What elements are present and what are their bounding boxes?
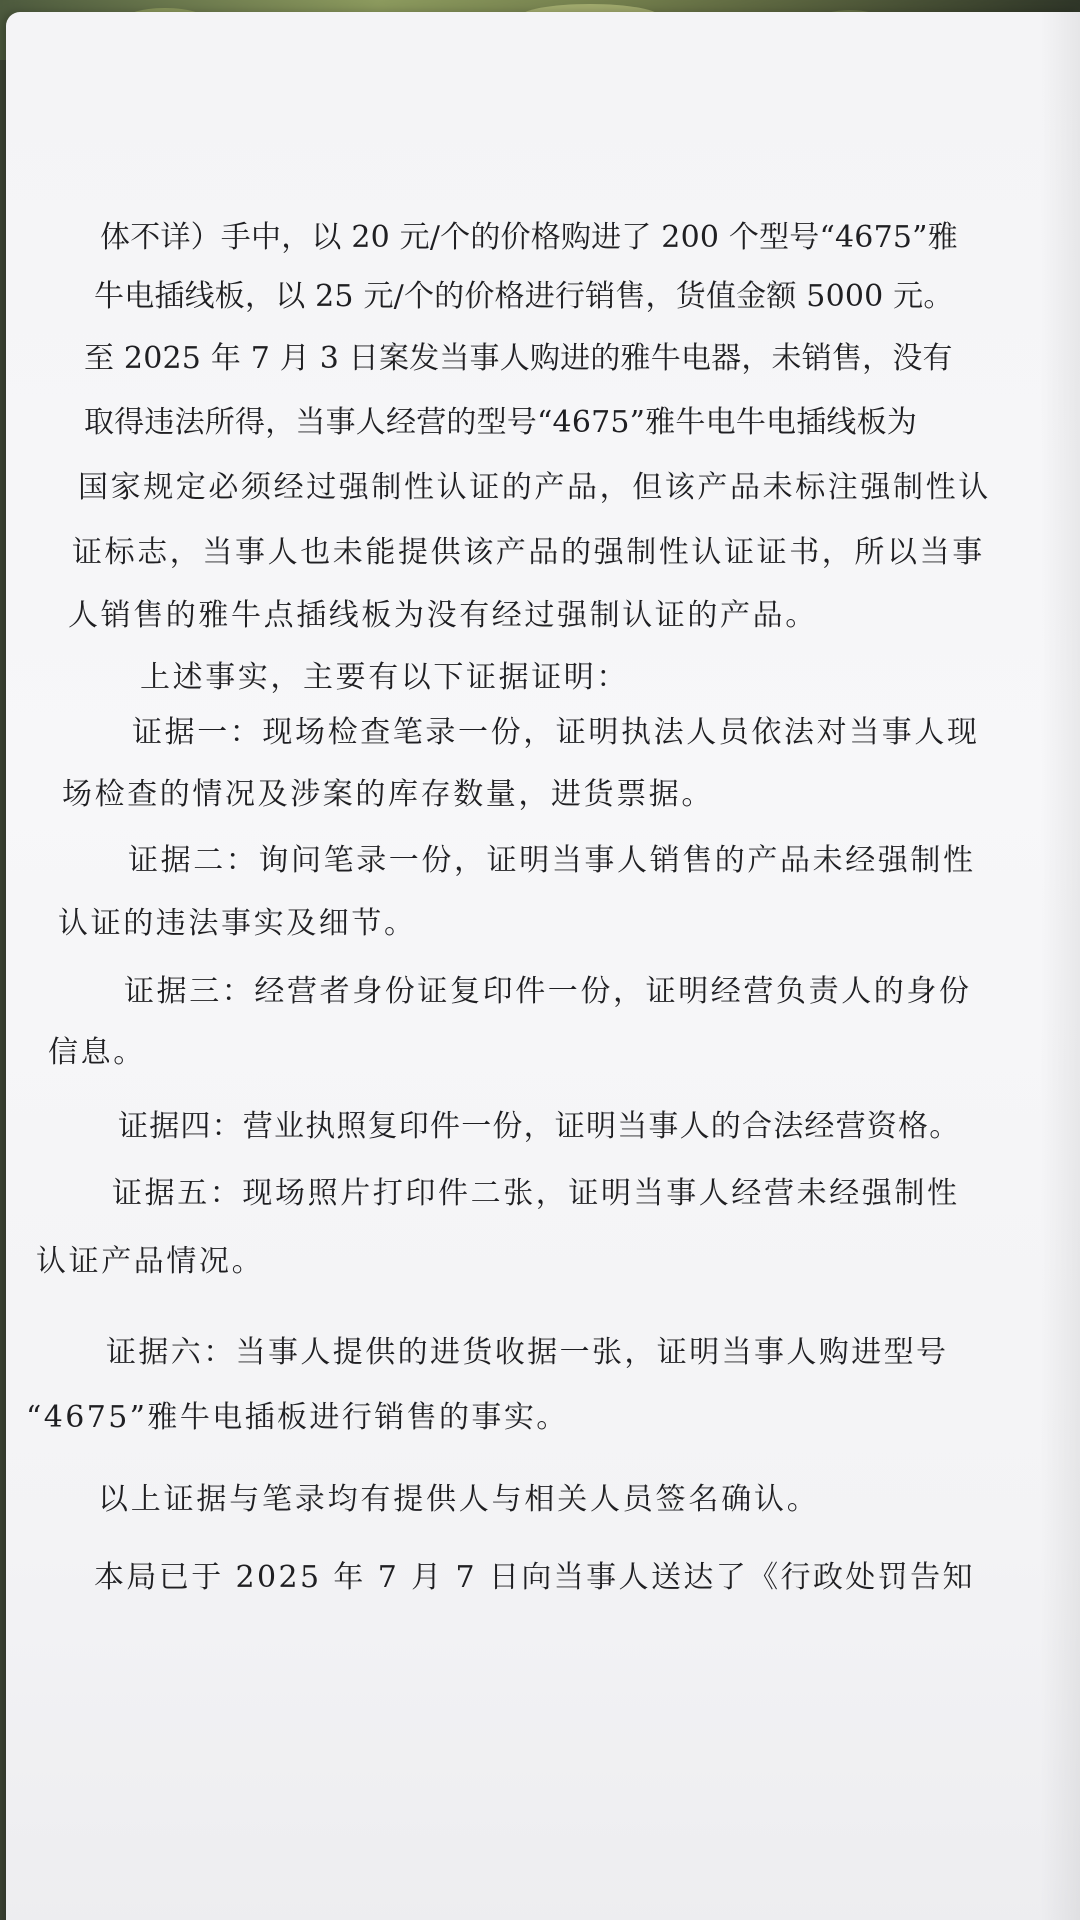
text-line: 以上证据与笔录均有提供人与相关人员签名确认。 <box>98 1482 820 1517</box>
text-line: 牛电插线板，以 25 元/个的价格进行销售，货值金额 5000 元。 <box>94 279 954 314</box>
text-line: 证据二：询问笔录一份，证明当事人销售的产品未经强制性 <box>128 843 976 878</box>
text-line: 人销售的雅牛点插线板为没有经过强制认证的产品。 <box>68 598 818 633</box>
text-line: 国家规定必须经过强制性认证的产品，但该产品未标注强制性认 <box>78 470 991 505</box>
text-line: 证据六：当事人提供的进货收据一张，证明当事人购进型号 <box>106 1335 949 1370</box>
text-line: 取得违法所得，当事人经营的型号“4675”雅牛电牛电插线板为 <box>84 405 918 440</box>
text-line: 认证产品情况。 <box>36 1244 265 1279</box>
text-line: 证据五：现场照片打印件二张，证明当事人经营未经强制性 <box>112 1176 960 1211</box>
text-line: 场检查的情况及涉案的库存数量，进货票据。 <box>62 777 714 812</box>
text-line: 信息。 <box>48 1035 146 1070</box>
text-line: 认证的违法事实及细节。 <box>58 906 417 941</box>
text-line: “4675”雅牛电插板进行销售的事实。 <box>26 1400 569 1435</box>
text-line: 证据一：现场检查笔录一份，证明执法人员依法对当事人现 <box>132 715 980 750</box>
text-line: 体不详）手中，以 20 元/个的价格购进了 200 个型号“4675”雅 <box>100 220 958 255</box>
text-line: 上述事实，主要有以下证据证明： <box>140 660 629 695</box>
text-line: 证据四：营业执照复印件一份，证明当事人的合法经营资格。 <box>118 1109 961 1144</box>
text-line: 证标志，当事人也未能提供该产品的强制性认证证书，所以当事 <box>72 535 985 570</box>
text-line: 至 2025 年 7 月 3 日案发当事人购进的雅牛电器，未销售，没有 <box>84 341 953 376</box>
text-line: 证据三：经营者身份证复印件一份，证明经营负责人的身份 <box>124 974 972 1009</box>
text-line: 本局已于 2025 年 7 月 7 日向当事人送达了《行政处罚告知 <box>94 1560 975 1595</box>
document-page <box>6 12 1080 1920</box>
